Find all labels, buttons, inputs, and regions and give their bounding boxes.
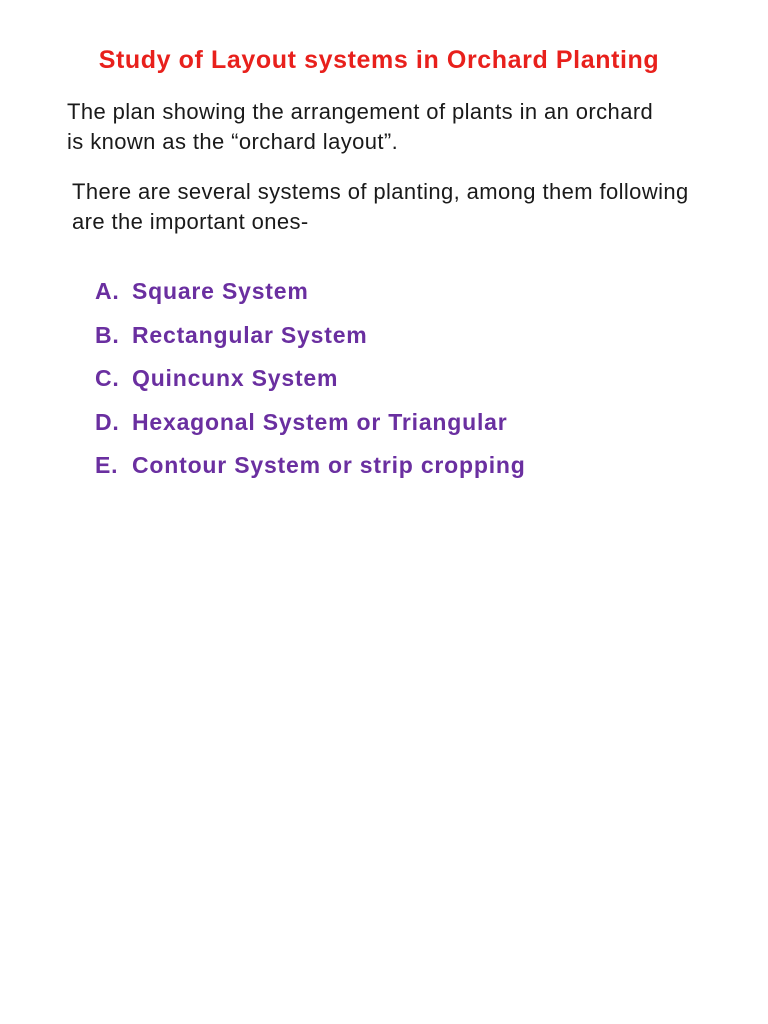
list-item [95, 444, 526, 488]
list-marker: D. [95, 408, 120, 435]
list-marker: A. [95, 278, 120, 304]
paragraph-line: There are several systems of planting, among them following [72, 179, 689, 204]
paragraph-line: are the important ones- [72, 209, 309, 234]
list-marker: B. [95, 321, 120, 348]
list-marker: E. [95, 452, 119, 478]
list-item-label: Square System [132, 278, 309, 304]
list-item [95, 314, 526, 358]
systems-list [95, 270, 526, 488]
list-item [95, 401, 526, 445]
list-item [95, 357, 526, 401]
list-item-label: Contour System or strip cropping [132, 452, 526, 478]
page-title: Study of Layout systems in Orchard Planting [98, 46, 660, 74]
list-item-label: Hexagonal System or Triangular [132, 408, 508, 435]
paragraph-line: The plan showing the arrangement of plants in an orchard [67, 99, 654, 124]
paragraph-line: is known as the “orchard layout”. [67, 129, 399, 154]
list-marker: C. [95, 365, 120, 391]
list-item-label: Quincunx System [132, 365, 339, 391]
definition-paragraph [67, 97, 653, 157]
list-item [95, 270, 526, 314]
list-item-label: Rectangular System [132, 321, 368, 348]
intro-paragraph [72, 177, 689, 237]
